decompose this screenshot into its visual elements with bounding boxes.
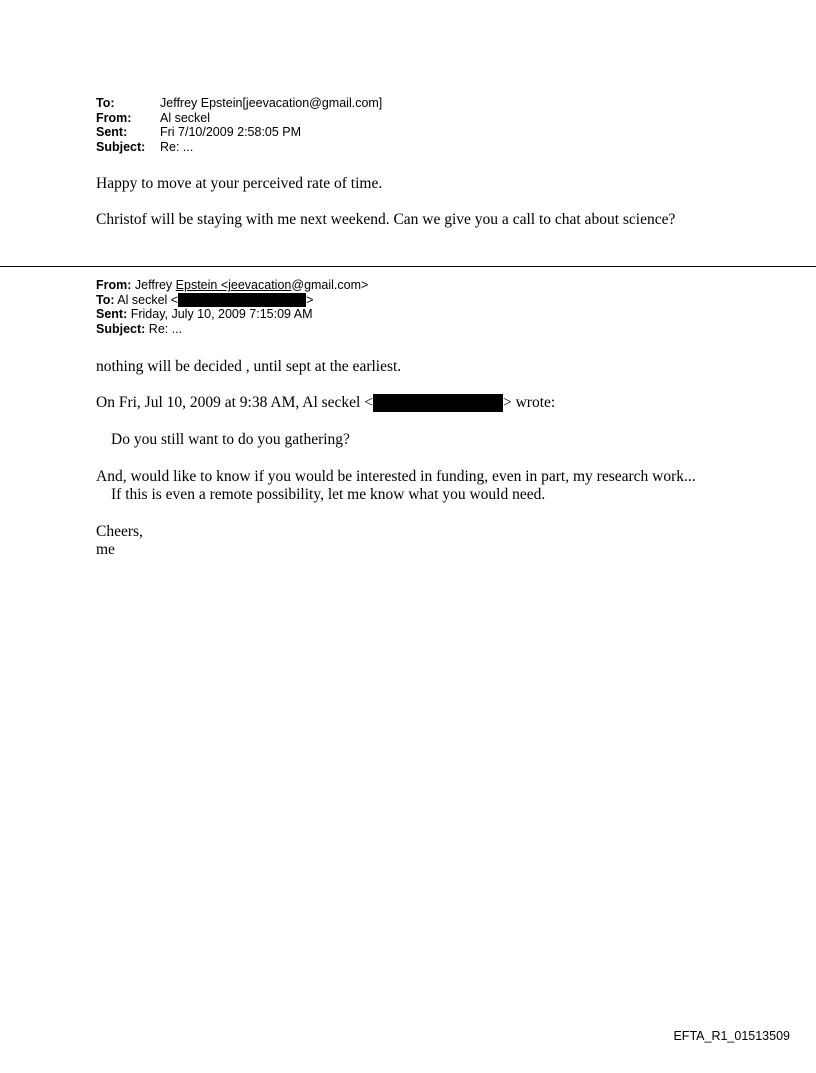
quoted-question-2: And, would like to know if you would be interested in funding, even in part, my research work... xyxy=(96,468,696,485)
header-subject-label: Subject: xyxy=(96,139,146,154)
quoted-from-row xyxy=(96,278,368,293)
quoted-from-value-post: @gmail.com> xyxy=(291,278,369,292)
quoted-to-value-post: > xyxy=(306,292,314,307)
quoted-from-label: From: xyxy=(96,278,132,292)
quoted-sent-row xyxy=(96,307,368,322)
reply-line-2: Christof will be staying with me next weekend. Can we give you a call to chat about science? xyxy=(96,211,676,228)
header-to-label: To: xyxy=(96,96,115,110)
header-subject-value: Re: ... xyxy=(160,139,194,154)
signoff-line-1: Cheers, xyxy=(96,523,143,540)
quoted-sent-value: Friday, July 10, 2009 7:15:09 AM xyxy=(127,307,313,322)
header-subject-row xyxy=(96,140,382,155)
attribution-pre: On Fri, Jul 10, 2009 at 9:38 AM, Al seckel < xyxy=(96,394,373,411)
header-sent-row xyxy=(96,125,382,140)
document-id: EFTA_R1_01513509 xyxy=(673,1029,790,1043)
quoted-subject-value: Re: ... xyxy=(145,321,183,336)
header-from-label: From: xyxy=(96,110,132,125)
redaction-box xyxy=(373,394,503,412)
redaction-box xyxy=(178,293,306,307)
quoted-email-header xyxy=(96,278,368,336)
quoted-to-label: To: xyxy=(96,292,115,307)
header-to-row xyxy=(96,96,382,111)
reply-line-1: Happy to move at your perceived rate of time. xyxy=(96,175,383,192)
header-to-value: Jeffrey Epstein[jeevacation@gmail.com] xyxy=(160,96,383,110)
header-sent-label: Sent: xyxy=(96,125,128,139)
message-divider xyxy=(0,266,816,267)
quoted-subject-label: Subject: xyxy=(96,321,146,336)
quoted-sent-label: Sent: xyxy=(96,307,128,322)
quoted-line-1: nothing will be decided , until sept at the earliest. xyxy=(96,358,402,375)
quoted-from-value-pre: Jeffrey xyxy=(131,278,176,292)
header-from-row xyxy=(96,111,382,126)
quoted-from-value-link: Epstein <jeevacation xyxy=(175,278,292,292)
quoted-to-row xyxy=(96,293,368,308)
attribution-post: > wrote: xyxy=(502,394,556,411)
quoted-question-3: If this is even a remote possibility, let me know what you would need. xyxy=(111,486,546,503)
signoff-line-2: me xyxy=(96,541,115,558)
quoted-attribution xyxy=(96,394,555,412)
quoted-to-value-pre: Al seckel < xyxy=(114,292,179,307)
header-from-value: Al seckel xyxy=(160,110,211,125)
quoted-question-1: Do you still want to do you gathering? xyxy=(111,431,350,448)
email-header xyxy=(96,96,382,154)
quoted-subject-row xyxy=(96,322,368,337)
header-sent-value: Fri 7/10/2009 2:58:05 PM xyxy=(160,125,302,139)
